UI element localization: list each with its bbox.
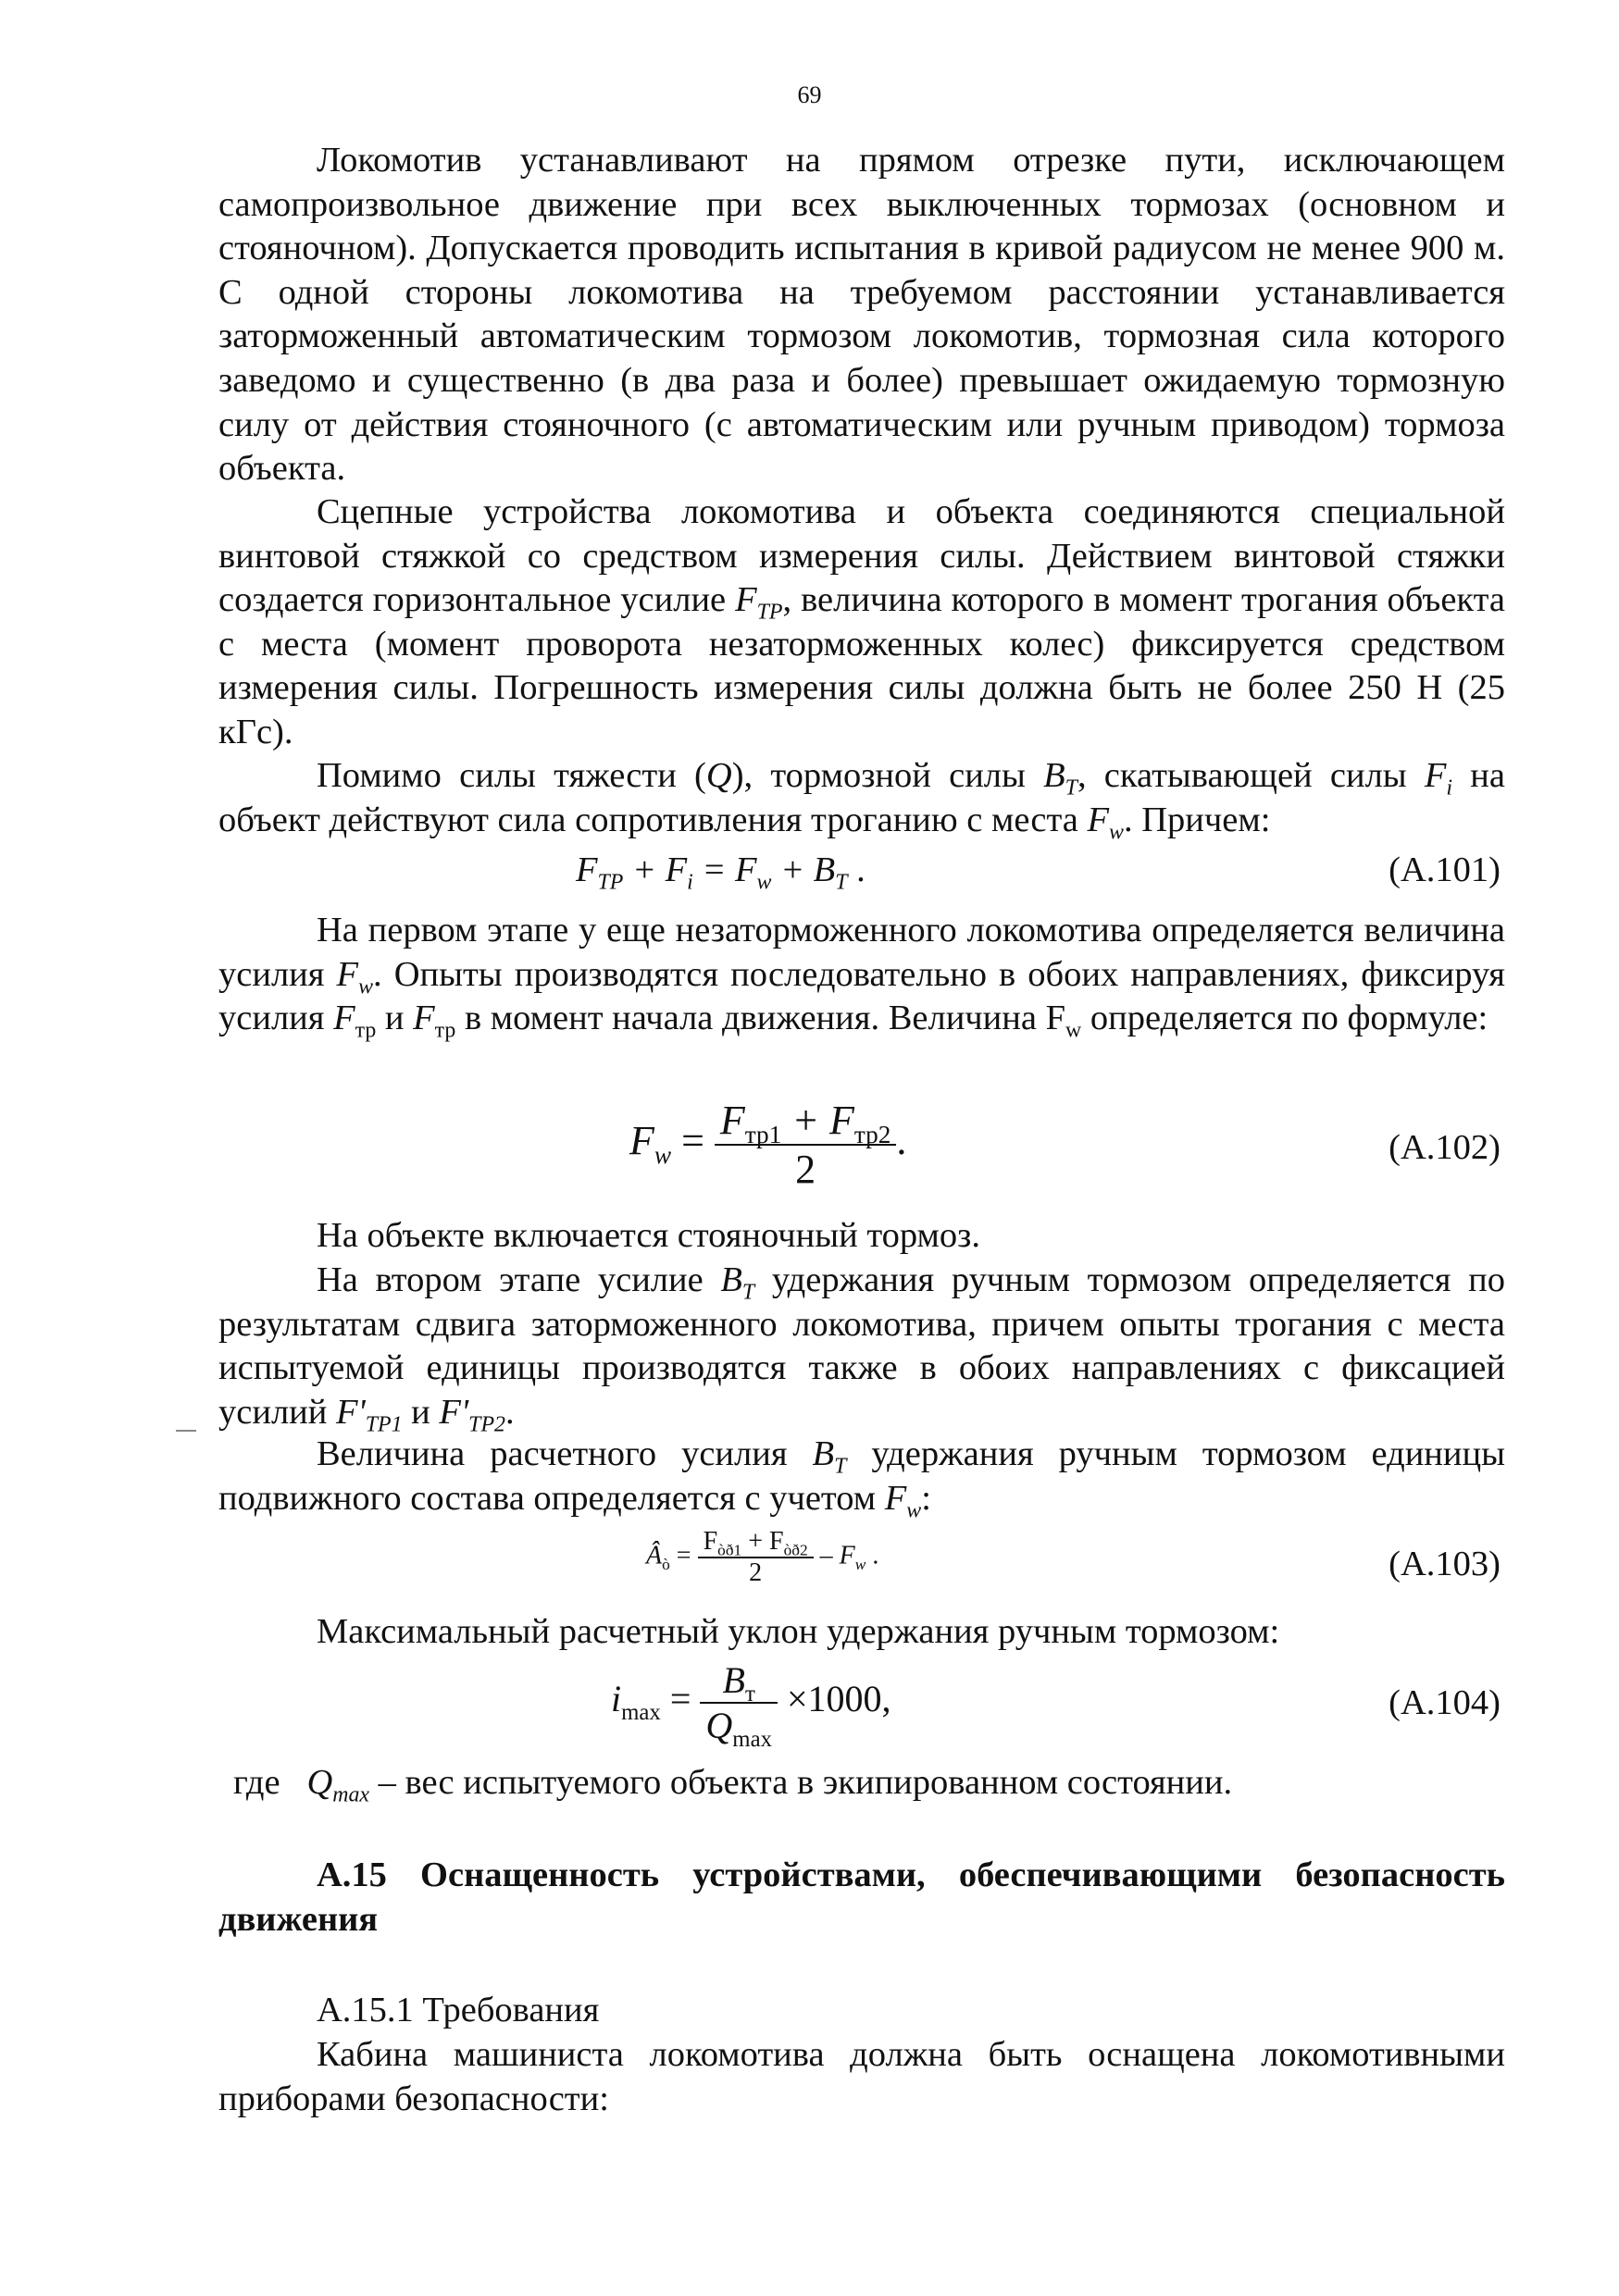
paragraph-locomotive-setup (218, 139, 1505, 491)
paragraph-4: На первом этапе у еще незаторможенного локомотива определяется величина усилия $F_w$. Опыты производятся последовательно в обоих направлениях, фиксируя усилия $F_{тр}$ и $F_{тр}$ в момент начала движения. Величина $F_w$ определяется по формуле: (218, 911, 1505, 1043)
paragraph-8: Максимальный расчетный уклон удержания ручным тормозом: (317, 1612, 1280, 1651)
formula-a104: $i_{max}$ = $\frac{B_т}{Q_{max}}$ ×1000, (611, 1659, 891, 1752)
paragraph-forces (218, 754, 1505, 845)
fraction-a103: $\frac{F_{òð1} + F_{òð2}}{2}$ (698, 1527, 814, 1588)
equation-number-a103: (A.103) (1389, 1545, 1501, 1583)
equation-number-a101: (A.101) (1389, 850, 1501, 889)
equation-number-a102: (A.102) (1389, 1128, 1501, 1167)
paragraph-9: Кабина машиниста локомотива должна быть оснащена локомотивными приборами безопасности: (218, 2035, 1505, 2118)
subsection-heading-a15-1: A.15.1 Требования (317, 1991, 600, 2029)
paragraph-7: Величина расчетного усилия $B_T$ удержания ручным тормозом единицы подвижного состава определяется с учетом $F_w$: (218, 1434, 1505, 1523)
paragraph-second-stage (218, 1259, 1505, 1437)
section-heading-a15: A.15 Оснащенность устройствами, обеспечивающими безопасность движения (218, 1855, 1505, 1939)
paragraph-1: Локомотив устанавливают на прямом отрезке пути, исключающем самопроизвольное движение при всех выключенных тормозах (основном и стояночном). Допускается проводить испытания в кривой радиусом не менее 900 м. С одной стороны локомотива на требуемом расстоянии устанавливается заторможенный автоматическим тормозом локомотив, тормозная сила которого заведомо и существенно (в два раза и более) превышает ожидаемую тормозную силу от действия стояночного (с автоматическим или ручным приводом) тормоза объекта. (218, 141, 1505, 489)
margin-mark (176, 1430, 196, 1432)
equation-number-a104: (A.104) (1389, 1683, 1501, 1722)
fraction-a102: $\frac{F_{тр1} + F_{тр2}}{2}$ (715, 1097, 897, 1193)
paragraph-3: Помимо силы тяжести (Q), тормозной силы $B_T$, скатывающей силы $F_i$ на объект действуют сила сопротивления троганию с места $F_w$. Причем: (218, 756, 1505, 845)
formula-a101: $F_{TP} + F_i = F_w + B_T$ . (576, 850, 866, 895)
paragraph-calc-force (218, 1433, 1505, 1523)
where-definition: где $Q_{max}$ – вес испытуемого объекта в экипированном состоянии. (233, 1763, 1233, 1807)
formula-a102: $F_w$ = $\frac{F_{тр1} + F_{тр2}}{2}$ . (629, 1098, 907, 1192)
paragraph-max-slope (218, 1610, 1505, 1655)
paragraph-6: На втором этапе усилие $B_T$ удержания ручным тормозом определяется по результатам сдвига заторможенного локомотива, причем опыты трогания с места испытуемой единицы производятся также в обоих направлениях с фиксацией усилий $F'_{TP1}$ и $F'_{TP2}$. (218, 1260, 1505, 1437)
paragraph-cab-safety (218, 2033, 1505, 2121)
paragraph-parking-brake (218, 1214, 1505, 1259)
formula-a103: $Â_ò$ = $\frac{F_{òð1} + F_{òð2}}{2}$ – $F_w$ . (646, 1527, 879, 1587)
page-number: 69 (797, 81, 822, 108)
paragraph-first-stage (218, 909, 1505, 1041)
fraction-a104: $\frac{B_т}{Q_{max}}$ (700, 1658, 778, 1747)
paragraph-2: Сцепные устройства локомотива и объекта соединяются специальной винтовой стяжкой со средством измерения силы. Действием винтовой стяжки создается горизонтальное усилие $F_{TP}$, величина которого в момент трогания объекта с места (момент проворота незаторможенных колес) фиксируется средством измерения силы. Погрешность измерения силы должна быть не более 250 Н (25 кГс). (218, 492, 1505, 751)
paragraph-coupling (218, 490, 1505, 755)
paragraph-5: На объекте включается стояночный тормоз. (317, 1216, 981, 1255)
